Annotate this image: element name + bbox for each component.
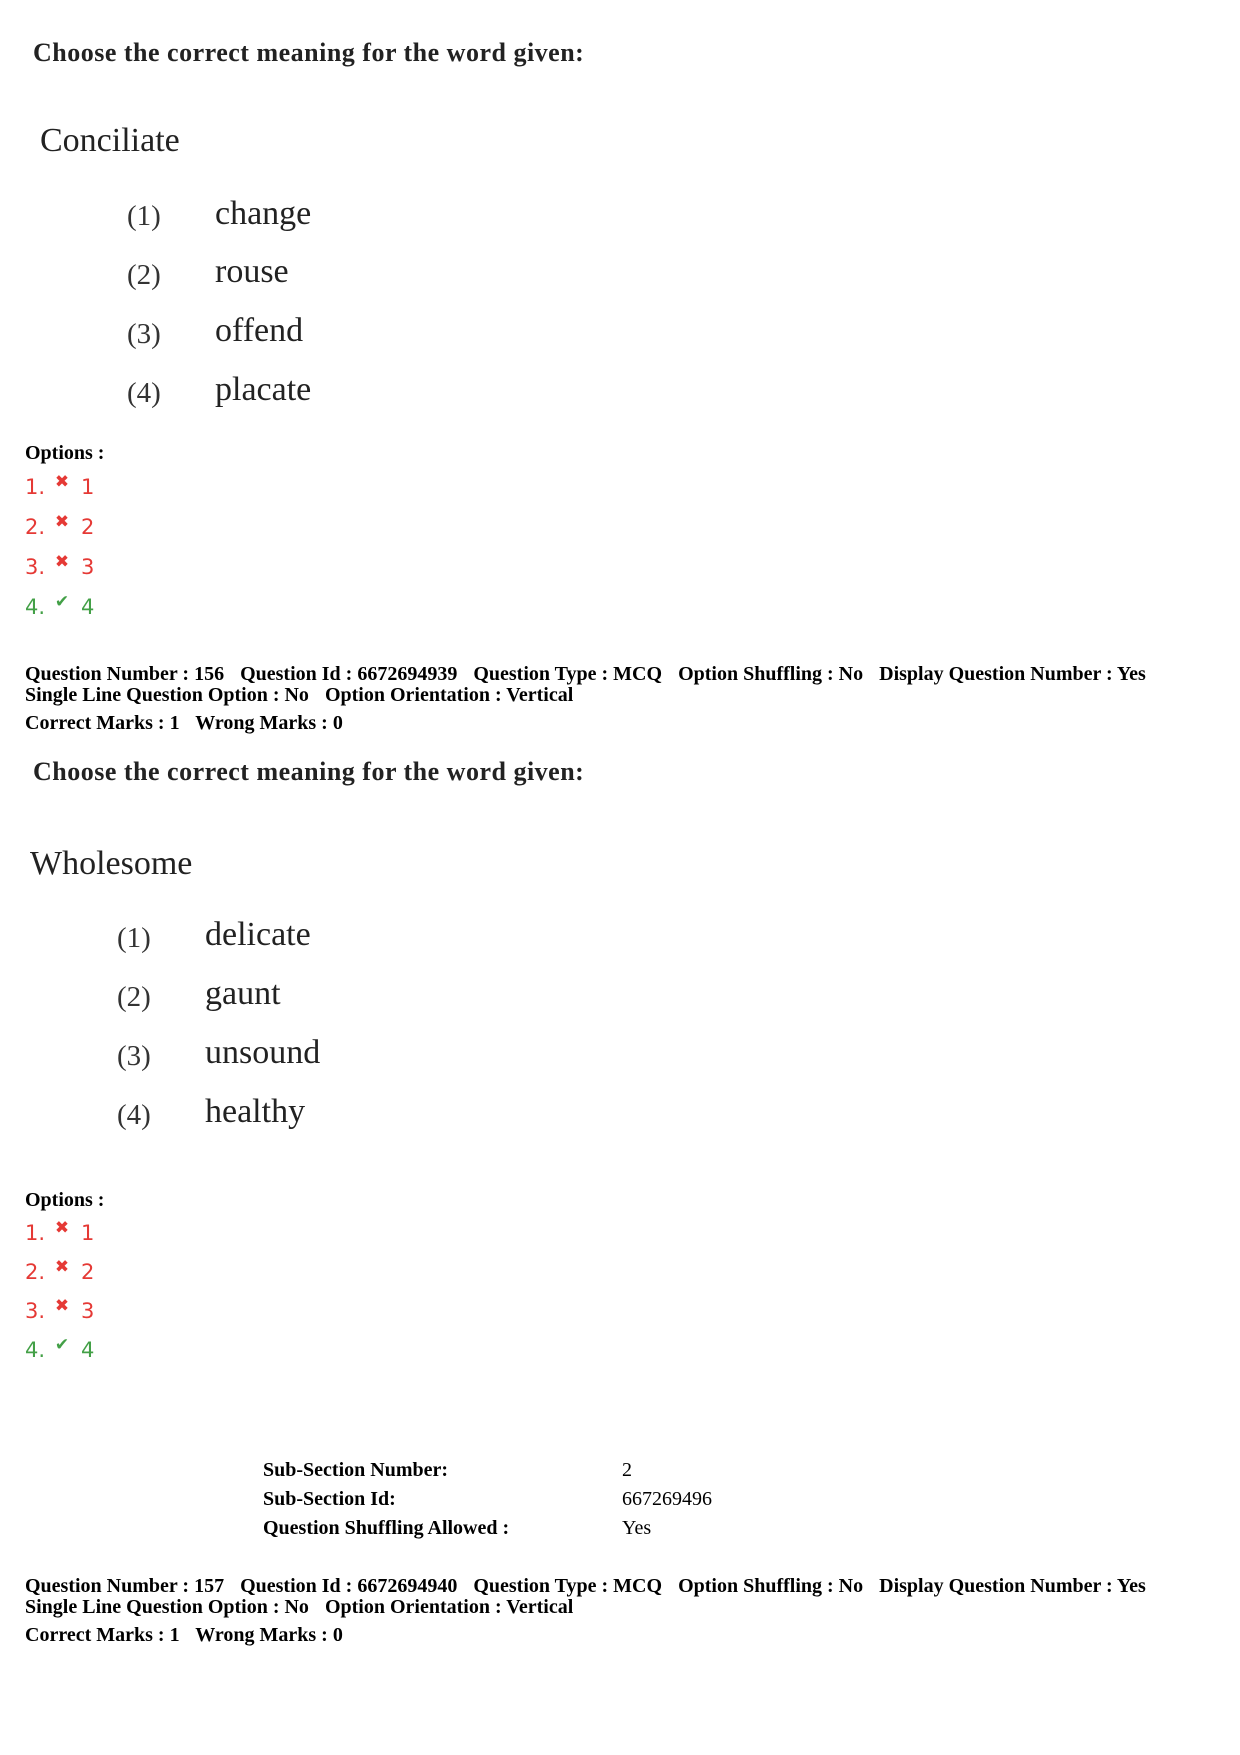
cross-icon: ✖	[54, 1257, 70, 1277]
option-index: 3.	[25, 555, 46, 579]
option-index: 2.	[25, 1260, 46, 1284]
choice-text: delicate	[205, 916, 311, 953]
option-shuffling: Option Shuffling : No	[678, 663, 864, 685]
option-value: 1	[81, 475, 95, 499]
choice-text: offend	[215, 312, 304, 349]
meta-line	[25, 1576, 1157, 1597]
option-index: 3.	[25, 1299, 46, 1323]
wrong-marks: Wrong Marks : 0	[195, 712, 343, 734]
meta-line	[25, 664, 1157, 685]
options-list	[25, 472, 94, 622]
option-orientation: Option Orientation : Vertical	[324, 684, 574, 706]
display-question-number: Display Question Number : Yes	[879, 663, 1146, 685]
correct-marks: Correct Marks : 1	[25, 1624, 180, 1646]
check-icon: ✔	[54, 592, 70, 612]
option-value: 3	[81, 555, 95, 579]
option-value: 1	[81, 1221, 95, 1245]
choice-number: (1)	[117, 922, 151, 954]
option-index: 1.	[25, 475, 46, 499]
options-heading: Options :	[25, 1189, 105, 1211]
choice-number: (3)	[127, 318, 161, 350]
choice-number: (3)	[117, 1040, 151, 1072]
option-index: 4.	[25, 1338, 46, 1362]
question-id: Question Id : 6672694939	[240, 663, 458, 685]
option-index: 1.	[25, 1221, 46, 1245]
option-shuffling: Option Shuffling : No	[678, 1575, 864, 1597]
option-value: 2	[81, 1260, 95, 1284]
option-orientation: Option Orientation : Vertical	[324, 1596, 574, 1618]
single-line-option: Single Line Question Option : No	[25, 684, 309, 706]
option-value: 4	[81, 1338, 95, 1362]
subsection-number-value: 2	[622, 1459, 632, 1481]
options-heading: Options :	[25, 442, 105, 464]
option-row	[25, 1257, 94, 1287]
choice-text: rouse	[215, 253, 289, 290]
cross-icon: ✖	[54, 552, 70, 572]
options-list	[25, 1218, 94, 1365]
correct-marks: Correct Marks : 1	[25, 712, 180, 734]
check-icon: ✔	[54, 1335, 70, 1355]
question-shuffling-label: Question Shuffling Allowed :	[263, 1517, 510, 1539]
subsection-id-label: Sub-Section Id:	[263, 1488, 396, 1510]
question-meta	[25, 664, 1157, 734]
question-type: Question Type : MCQ	[473, 1575, 663, 1597]
question-meta	[25, 1576, 1157, 1646]
question-instruction: Choose the correct meaning for the word given:	[33, 38, 585, 67]
option-row	[25, 472, 94, 502]
question-number: Question Number : 157	[25, 1575, 225, 1597]
question-instruction: Choose the correct meaning for the word given:	[33, 757, 585, 786]
single-line-option: Single Line Question Option : No	[25, 1596, 309, 1618]
choice-number: (4)	[127, 377, 161, 409]
wrong-marks: Wrong Marks : 0	[195, 1624, 343, 1646]
choice-text: placate	[215, 371, 312, 408]
subsection-number-label: Sub-Section Number:	[263, 1459, 449, 1481]
option-row	[25, 592, 94, 622]
option-value: 3	[81, 1299, 95, 1323]
option-row	[25, 552, 94, 582]
option-row	[25, 1296, 94, 1326]
choice-number: (4)	[117, 1099, 151, 1131]
question-word: Wholesome	[30, 845, 193, 882]
question-type: Question Type : MCQ	[473, 663, 663, 685]
choice-text: gaunt	[205, 975, 281, 1012]
meta-line	[25, 1597, 1157, 1618]
cross-icon: ✖	[54, 472, 70, 492]
option-index: 2.	[25, 515, 46, 539]
cross-icon: ✖	[54, 1218, 70, 1238]
subsection-id-value: 667269496	[622, 1488, 712, 1510]
question-id: Question Id : 6672694940	[240, 1575, 458, 1597]
choice-number: (1)	[127, 200, 161, 232]
question-number: Question Number : 156	[25, 663, 225, 685]
choice-number: (2)	[127, 259, 161, 291]
display-question-number: Display Question Number : Yes	[879, 1575, 1146, 1597]
choice-text: unsound	[205, 1034, 321, 1071]
meta-line	[25, 1625, 1157, 1646]
question-word: Conciliate	[40, 122, 180, 159]
option-row	[25, 512, 94, 542]
meta-line	[25, 685, 1157, 706]
option-index: 4.	[25, 595, 46, 619]
question-shuffling-value: Yes	[622, 1517, 652, 1539]
choice-number: (2)	[117, 981, 151, 1013]
option-value: 4	[81, 595, 95, 619]
choice-text: healthy	[205, 1093, 306, 1130]
choice-text: change	[215, 195, 312, 232]
option-value: 2	[81, 515, 95, 539]
cross-icon: ✖	[54, 512, 70, 532]
option-row	[25, 1218, 94, 1248]
meta-line	[25, 713, 1157, 734]
option-row	[25, 1335, 94, 1365]
cross-icon: ✖	[54, 1296, 70, 1316]
